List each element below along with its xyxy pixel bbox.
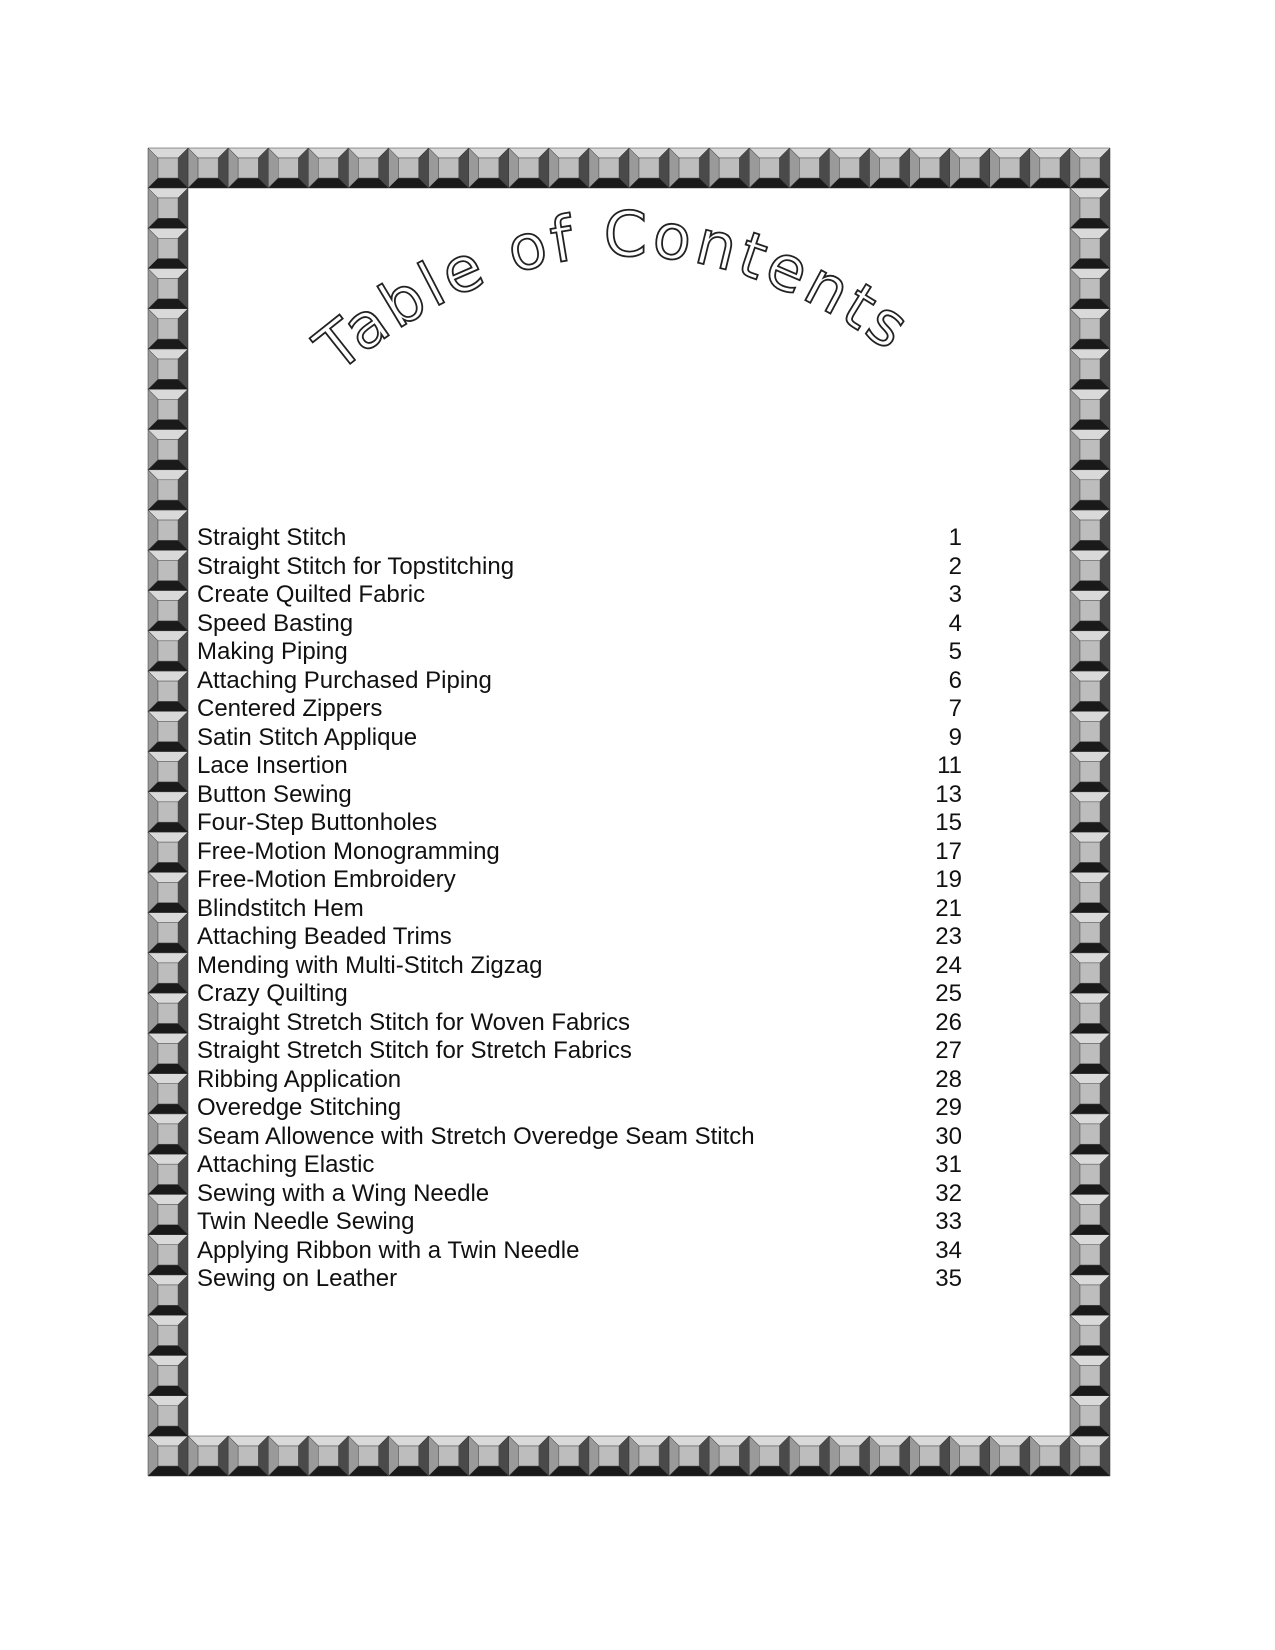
toc-entry-title: Attaching Beaded Trims [197,923,452,950]
toc-entry [197,1237,977,1266]
border-stud [1070,1194,1110,1234]
border-stud [709,148,749,188]
border-stud [509,148,549,188]
toc-entry-title: Free-Motion Monogramming [197,837,500,865]
border-stud [1070,430,1110,470]
toc-entry-title: Centered Zippers [197,695,383,722]
border-stud [910,148,950,188]
toc-entry-page-number: 7 [948,695,962,722]
toc-entry-page-number: 2 [948,552,962,580]
border-stud [1070,1396,1110,1436]
toc-entry-title: Create Quilted Fabric [197,581,426,608]
border-stud [148,349,188,389]
border-stud [1070,1355,1110,1395]
toc-entry [197,838,977,867]
border-stud [709,1436,749,1476]
border-stud [1070,510,1110,550]
border-stud [950,1436,990,1476]
toc-entry-page-number: 34 [935,1236,962,1264]
border-stud [348,148,388,188]
toc-entry-page-number: 3 [948,581,962,608]
toc-entry-page-number: 28 [935,1065,962,1093]
border-stud [1070,711,1110,751]
border-stud [1070,832,1110,872]
border-stud [308,1436,348,1476]
toc-entry-title: Straight Stretch Stitch for Stretch Fabrics [197,1037,632,1064]
border-stud [669,1436,709,1476]
toc-entry [197,1066,977,1095]
border-stud [1070,228,1110,268]
border-stud [148,470,188,510]
border-stud [148,1396,188,1436]
border-stud [1070,389,1110,429]
border-stud [749,148,789,188]
border-stud [148,1315,188,1355]
border-stud [1070,1154,1110,1194]
toc-entry-page-number: 5 [948,638,962,665]
border-stud [1070,671,1110,711]
border-stud [148,631,188,671]
border-stud [148,430,188,470]
toc-entry-page-number: 23 [935,923,962,950]
border-stud [1070,1315,1110,1355]
border-stud [148,752,188,792]
page-title-text: Table of Contents [301,197,926,386]
toc-entry-page-number: 21 [935,894,962,922]
border-stud [1070,148,1110,188]
toc-entry [197,553,977,582]
border-stud [148,228,188,268]
border-stud [148,913,188,953]
border-stud [188,148,228,188]
toc-entry-page-number: 32 [935,1179,962,1207]
border-stud [1070,188,1110,228]
toc-entry [197,667,977,696]
toc-entry [197,980,977,1009]
toc-entry-page-number: 19 [935,866,962,893]
border-stud [1070,953,1110,993]
border-stud [789,1436,829,1476]
toc-entry-title: Button Sewing [197,780,352,808]
border-stud [148,269,188,309]
toc-entry [197,1180,977,1209]
border-stud [148,188,188,228]
toc-entry [197,752,977,781]
border-stud [1070,470,1110,510]
border-stud [1070,872,1110,912]
toc-entry [197,610,977,639]
border-stud [950,148,990,188]
toc-entry [197,895,977,924]
toc-entry-title: Ribbing Application [197,1065,402,1093]
toc-entry-page-number: 35 [935,1265,962,1292]
toc-entry-title: Four-Step Buttonholes [197,809,438,836]
border-stud [629,1436,669,1476]
toc-entry-title: Satin Stitch Applique [197,723,418,751]
border-stud [589,1436,629,1476]
border-stud [148,792,188,832]
border-stud [148,711,188,751]
toc-entry-page-number: 29 [935,1094,962,1121]
toc-entry-title: Seam Allowence with Stretch Overedge Seam Stitch [197,1122,755,1150]
border-stud [1070,591,1110,631]
border-stud [268,148,308,188]
border-stud [789,148,829,188]
border-stud [1070,309,1110,349]
toc-entry-page-number: 33 [935,1208,962,1235]
border-stud [1070,1275,1110,1315]
border-stud [1030,1436,1070,1476]
toc-entry-title: Mending with Multi-Stitch Zigzag [197,951,543,979]
border-stud [148,1114,188,1154]
border-stud [910,1436,950,1476]
border-stud [1070,913,1110,953]
toc-entry [197,781,977,810]
border-stud [148,1154,188,1194]
toc-entry-page-number: 26 [935,1008,962,1036]
toc-entry-title: Twin Needle Sewing [197,1208,415,1235]
toc-entry [197,638,977,667]
toc-entry [197,1009,977,1038]
border-stud [308,148,348,188]
border-stud [148,309,188,349]
border-stud [148,953,188,993]
border-stud [629,148,669,188]
border-stud [348,1436,388,1476]
toc-entry [197,866,977,895]
border-stud [148,872,188,912]
border-stud [148,1074,188,1114]
border-stud [148,1355,188,1395]
border-stud [1070,752,1110,792]
border-stud [1070,631,1110,671]
border-stud [1070,792,1110,832]
border-stud [1070,1114,1110,1154]
toc-entry-page-number: 13 [935,780,962,808]
border-stud [389,1436,429,1476]
toc-entry-page-number: 4 [948,609,962,637]
toc-entry-page-number: 31 [935,1151,962,1178]
border-stud [1070,1436,1110,1476]
border-stud [509,1436,549,1476]
border-stud [990,1436,1030,1476]
border-stud [1070,1235,1110,1275]
border-stud [148,550,188,590]
toc-entry [197,581,977,610]
toc-entry [197,695,977,724]
toc-entry-title: Straight Stitch for Topstitching [197,552,515,580]
toc-entry-title: Straight Stitch [197,524,347,551]
border-stud [669,148,709,188]
toc-entry-page-number: 17 [935,837,962,865]
toc-entry-page-number: 25 [935,980,962,1007]
toc-entry [197,1208,977,1237]
border-stud [1070,550,1110,590]
border-stud [589,148,629,188]
toc-entry [197,952,977,981]
toc-entry-title: Straight Stretch Stitch for Woven Fabrics [197,1008,631,1036]
border-stud [549,1436,589,1476]
toc-entry-title: Crazy Quilting [197,980,348,1007]
toc-entry-page-number: 11 [937,752,962,779]
toc-entry-title: Lace Insertion [197,752,348,779]
toc-entry [197,1151,977,1180]
border-stud [429,1436,469,1476]
border-stud [749,1436,789,1476]
border-stud [188,1436,228,1476]
toc-entry-title: Sewing on Leather [197,1265,398,1292]
border-stud [1030,148,1070,188]
border-stud [148,832,188,872]
toc-entry-page-number: 27 [935,1037,962,1064]
toc-entry-title: Making Piping [197,638,348,665]
border-stud [990,148,1030,188]
toc-entry-title: Sewing with a Wing Needle [197,1179,490,1207]
toc-entry [197,809,977,838]
border-stud [1070,1074,1110,1114]
border-stud [429,148,469,188]
toc-entry-title: Blindstitch Hem [197,894,364,922]
toc-entry [197,1123,977,1152]
border-stud [148,389,188,429]
toc-entry-page-number: 9 [948,723,962,751]
toc-entry [197,1094,977,1123]
toc-entry [197,923,977,952]
border-stud [148,510,188,550]
border-stud [148,1033,188,1073]
toc-entry-page-number: 24 [935,951,962,979]
border-stud [1070,269,1110,309]
toc-entry-title: Attaching Purchased Piping [197,666,492,694]
toc-entry-title: Overedge Stitching [197,1094,402,1121]
toc-entry-title: Free-Motion Embroidery [197,866,456,893]
toc-entry-title: Attaching Elastic [197,1151,375,1178]
border-stud [870,1436,910,1476]
toc-entry [197,1037,977,1066]
toc-entry-title: Applying Ribbon with a Twin Needle [197,1236,580,1264]
border-stud [148,148,188,188]
toc-entry-page-number: 15 [935,809,962,836]
border-stud [228,1436,268,1476]
toc-entry [197,524,977,553]
toc-entry-title: Speed Basting [197,609,354,637]
border-stud [228,148,268,188]
border-stud [870,148,910,188]
border-stud [469,1436,509,1476]
border-stud [1070,1033,1110,1073]
border-stud [148,1436,188,1476]
toc-entry-page-number: 1 [948,524,962,551]
border-stud [148,671,188,711]
border-stud [549,148,589,188]
border-stud [148,1235,188,1275]
border-stud [148,1194,188,1234]
border-stud [389,148,429,188]
border-stud [1070,349,1110,389]
border-stud [148,591,188,631]
border-stud [829,148,869,188]
border-stud [829,1436,869,1476]
toc-entry-page-number: 30 [935,1122,962,1150]
table-of-contents-list [197,524,977,1294]
toc-entry [197,1265,977,1294]
toc-entry [197,724,977,753]
border-stud [1070,993,1110,1033]
border-stud [469,148,509,188]
border-stud [148,993,188,1033]
border-stud [148,1275,188,1315]
toc-entry-page-number: 6 [948,666,962,694]
border-stud [268,1436,308,1476]
